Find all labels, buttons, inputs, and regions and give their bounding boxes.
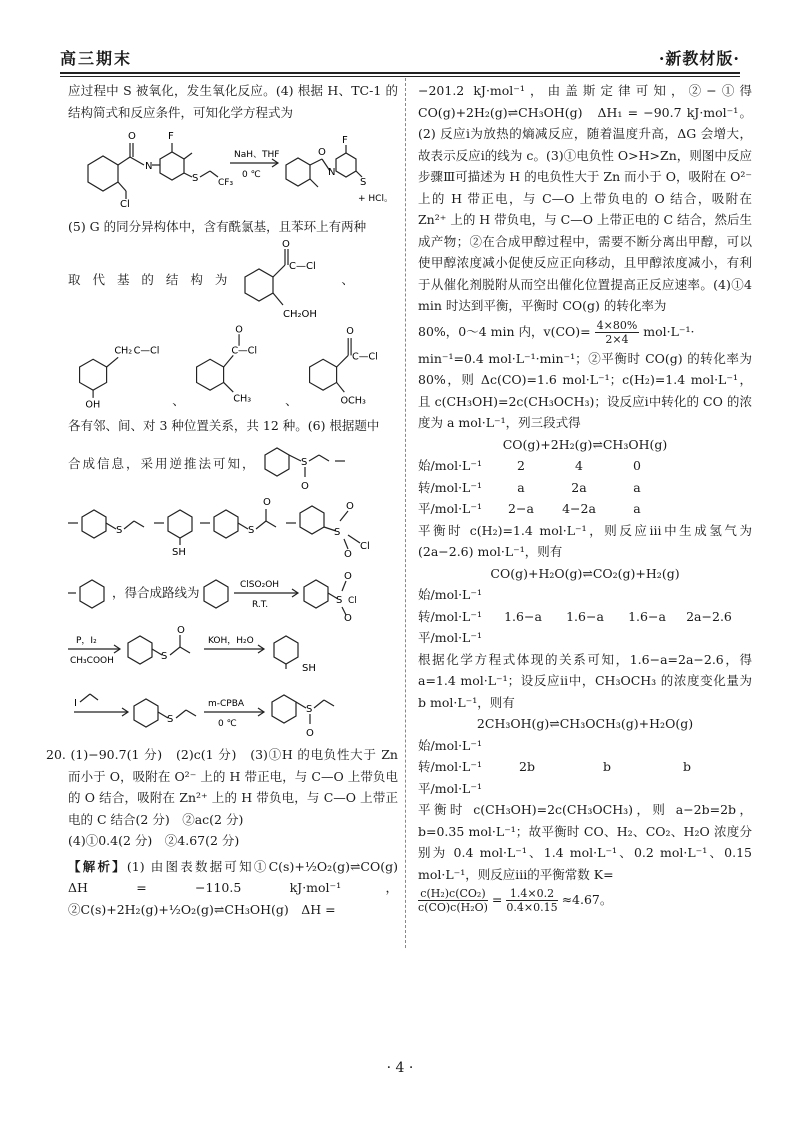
- mol-label: I: [74, 697, 77, 709]
- column-divider: [405, 78, 406, 948]
- bond: [342, 581, 346, 591]
- mol-label: m-CPBA: [208, 698, 245, 709]
- mol-label: O: [300, 480, 309, 491]
- right-para-3: min⁻¹=0.4 mol·L⁻¹·min⁻¹；②平衡时 CO(g) 的转化率为 80%，则 Δc(CO)=1.6 mol·L⁻¹；c(H₂)=1.4 mol·L⁻¹，且 c(CH₃OH)=2c(CH₃OCH₃)；设反应ⅰ中转化的 CO 的浓度为 a mol·L⁻¹，列三段式得: [418, 350, 752, 430]
- table-cell: 转/mol·L⁻¹: [418, 608, 482, 624]
- bond: [170, 647, 180, 655]
- equation-2: CO(g)+H₂O(g)⇌CO₂(g)+H₂(g): [490, 565, 680, 581]
- benzene-ring: [128, 636, 152, 664]
- bond: [118, 182, 126, 191]
- bond: [184, 153, 192, 159]
- mol-label: S: [167, 713, 174, 725]
- rate-fraction: [595, 319, 640, 346]
- mol-label: Cl: [360, 540, 370, 552]
- table-cell: 4−2a: [562, 501, 596, 516]
- table-row: [418, 606, 752, 628]
- analysis: [68, 856, 411, 921]
- bond: [223, 355, 233, 367]
- right-para-4: 平衡时 c(H₂)=1.4 mol·L⁻¹，则反应ⅲ中生成氢气为(2a−2.6) mol·L⁻¹，则有: [418, 522, 752, 559]
- mol-label: O: [282, 239, 291, 250]
- mol-label: S: [306, 703, 313, 715]
- benzene-ring: [286, 158, 310, 186]
- benzene-ring: [88, 156, 118, 191]
- bond: [238, 523, 248, 529]
- sep-1: 、: [172, 392, 185, 408]
- left-para-6c: ，得合成路线为: [112, 585, 200, 601]
- mol-label: CH₃: [233, 393, 251, 405]
- benzene-ring: [134, 699, 158, 727]
- left-para-5: (5) G 的同分异构体中，含有酰氯基，且苯环上有两种: [68, 218, 367, 234]
- route-step-3: [68, 680, 398, 738]
- table-cell: 2a: [571, 479, 587, 495]
- table-cell: 始/mol·L⁻¹: [418, 458, 482, 473]
- left-para-5b: 取 代 基 的 结 构 为: [68, 272, 232, 288]
- bond: [336, 355, 348, 367]
- mol-label: O: [318, 147, 326, 158]
- table-cell: 1.6−a: [566, 608, 604, 624]
- table-row: [418, 477, 752, 499]
- header-rule-thin: [60, 76, 740, 77]
- table-cell: b: [602, 759, 611, 774]
- mol-label: O: [343, 571, 352, 582]
- benzene-ring: [214, 510, 238, 538]
- table-cell: 转/mol·L⁻¹: [418, 479, 482, 495]
- bond: [256, 521, 266, 529]
- bond: [118, 157, 130, 165]
- bond: [124, 521, 134, 529]
- table-cell: 1.6−a: [504, 608, 542, 624]
- bond: [200, 171, 210, 177]
- rate-expr: 80%，0～4 min 内，v(CO)=: [418, 323, 591, 339]
- mol-label: Cl: [347, 596, 357, 606]
- table-row: [418, 756, 752, 778]
- mol-label: C—Cl: [351, 351, 378, 363]
- mol-label: O: [344, 548, 352, 559]
- bond: [184, 173, 192, 177]
- sep-text: 、: [341, 272, 354, 288]
- structure-row: [68, 323, 398, 411]
- bond: [223, 382, 233, 392]
- condition-bottom: 0 ℃: [242, 170, 261, 180]
- k-result: ≈4.67。: [561, 892, 613, 907]
- mol-label: S: [300, 456, 307, 468]
- mol-label: C—Cl: [133, 345, 160, 357]
- table-row: [418, 778, 752, 800]
- mol-label: CH₂OH: [283, 309, 318, 320]
- bond: [310, 159, 322, 165]
- reaction-tail: + HCl。: [358, 194, 393, 204]
- table-cell: 2a−2.6: [686, 608, 732, 624]
- mol-label: O: [345, 326, 354, 338]
- table-row: [418, 735, 752, 757]
- bond: [314, 700, 324, 708]
- mol-label: C—Cl: [231, 345, 257, 357]
- right-para-2: [418, 319, 752, 346]
- bond: [319, 455, 329, 461]
- mol-label: S: [192, 173, 199, 184]
- mol-label: S: [334, 526, 341, 538]
- k-fraction-2: $\frac{1.4\times 0.2}{0.4\times 0.15}$: [506, 887, 558, 914]
- benzene-ring: [304, 580, 328, 608]
- mol-label: CF₃: [218, 178, 234, 188]
- mol-label: ClSO₂OH: [239, 580, 279, 590]
- benzene-start: [68, 573, 112, 613]
- analysis-text: (1) 由图表数据可知①C(s)+½O₂(g)⇌CO(g) ΔH = −110.5 kJ·mol⁻¹，②C(s)+2H₂(g)+½O₂(g)⇌CH₃OH(g) ΔH =: [68, 858, 411, 917]
- mol-label: O: [234, 324, 243, 336]
- mol-label: SH: [172, 546, 186, 558]
- left-para-1: 应过程中 S 被氧化，发生氧化反应。(4) 根据 H、TC-1 的结构简式和反应条件，可知化学方程式为: [68, 83, 398, 120]
- mol-label: F: [168, 131, 174, 142]
- k-expression: $\frac{\text{c(H₂)c(CO₂)}}{\text{c(CO)c(H₂O)}}$ = $\frac{1.4\times 0.2}{0.4\times 0.15}$ ≈4.67。: [418, 887, 613, 914]
- bond: [186, 710, 196, 716]
- analysis-tag: 【解析】: [68, 858, 127, 874]
- mol-label: OH: [85, 399, 101, 411]
- mol-label: S: [161, 651, 168, 662]
- bond: [273, 293, 283, 305]
- mol-label: O: [346, 500, 354, 512]
- benzene-ring: [309, 359, 336, 390]
- bond: [130, 157, 144, 165]
- right-para-6: 平衡时 c(CH₃OH)=2c(CH₃OCH₃)，则 a−2b=2b，b=0.35 mol·L⁻¹；故平衡时 CO、H₂、CO₂、H₂O 浓度分别为 0.4 mol·L⁻¹、1.4 mol·L⁻¹、0.2 mol·L⁻¹、0.15 mol·L⁻¹，则反应ⅲ的平衡常数 K=: [418, 802, 752, 882]
- mol-label: N: [328, 167, 336, 178]
- benzene-ring: [272, 695, 296, 723]
- bond: [340, 511, 348, 521]
- bond: [273, 265, 285, 277]
- left-para-6b: 合成信息，采用逆推法可知，: [68, 455, 257, 471]
- header-left: 高三期末: [60, 49, 133, 68]
- benzene-ring: [274, 636, 298, 664]
- benzene-ring: [204, 580, 228, 608]
- right-column: [418, 80, 752, 914]
- mol-label: O: [306, 727, 314, 738]
- mol-label: C—Cl: [289, 261, 317, 272]
- rate-num: 4×80%: [596, 318, 638, 332]
- ice-table-3: [418, 735, 752, 800]
- mol-label: N: [145, 161, 153, 172]
- table-cell: a: [633, 501, 641, 516]
- mol-label: O: [263, 496, 271, 508]
- ice-table-1: [418, 455, 752, 520]
- right-para-1: −201.2 kJ·mol⁻¹，由盖斯定律可知，②−①得 CO(g)+2H₂(g)⇌CH₃OH(g) ΔH₁ = −90.7 kJ·mol⁻¹。(2) 反应ⅰ为放热的熵减反应，随着温度升高，ΔG 会增大，故表示反应ⅰ的线为 c。(3)①电负性 O>H>Zn，则图中反应步骤Ⅲ可描述为 H 的电负性大于 Zn 而小于 O，吸附在 O²⁻ 上的 H 带正电，与 C—O 上带负电的 O 结合，吸附在 Zn²⁺ 上的 H 带负电，与 C—O 上带正电的 C 结合，然后生成产物；②在合成甲醇过程中，需要不断分离出甲醇，可以使甲醇浓度减小促使反应正向移动，且甲醇浓度减小，有利于从催化剂脱附从而空出催化位置提高正反应速率。(4)①4 min 时达到平衡，平衡时 CO(g) 的转化率为: [418, 83, 752, 313]
- equation-3: 2CH₃OH(g)⇌CH₃OCH₃(g)+H₂O(g): [476, 716, 694, 731]
- table-cell: b: [682, 759, 691, 774]
- benzene-ring: [82, 510, 106, 538]
- mol-label: R.T.: [251, 600, 268, 610]
- reaction-h-to-tc1: [68, 125, 398, 207]
- table-cell: 始/mol·L⁻¹: [418, 587, 482, 602]
- benzene-ring: [245, 269, 273, 301]
- ice-table-2: [418, 584, 752, 649]
- benzene-ring: [80, 580, 104, 608]
- bond: [134, 521, 144, 527]
- table-cell: 0: [633, 458, 641, 473]
- mol-label: SH: [302, 663, 316, 673]
- benzene-ring: [80, 359, 107, 390]
- table-row: [418, 584, 752, 606]
- bond: [310, 179, 318, 187]
- header-right: ·新教材版·: [658, 49, 740, 68]
- table-cell: 1.6−a: [628, 608, 666, 624]
- mol-label: KOH，H₂O: [208, 636, 254, 646]
- mol-label: 0 ℃: [218, 718, 237, 729]
- mol-label: P，I₂: [76, 636, 97, 646]
- answer-20b: (4)①0.4(2 分) ②4.67(2 分): [68, 833, 240, 848]
- table-cell: 2b: [519, 759, 535, 774]
- table-row: [418, 455, 752, 477]
- table-cell: 4: [575, 458, 583, 473]
- benzene-ring: [196, 359, 223, 390]
- mol-label: O: [128, 131, 136, 142]
- table-cell: 始/mol·L⁻¹: [418, 737, 482, 753]
- bond: [348, 535, 360, 543]
- left-para-6: 各有邻、间、对 3 种位置关系，共 12 种。(6) 根据题中: [68, 418, 380, 433]
- route-line-1: [68, 565, 398, 621]
- bond: [289, 455, 301, 461]
- structure-4: [298, 323, 398, 411]
- table-cell: 平/mol·L⁻¹: [418, 501, 482, 516]
- mol-label: F: [342, 135, 348, 146]
- bond: [266, 521, 276, 527]
- right-para-5: 根据化学方程式体现的关系可知，1.6−a=2a−2.6，得 a=1.4 mol·L⁻¹；设反应ⅱ中，CH₃OCH₃ 的浓度变化量为 b mol·L⁻¹，则有: [418, 651, 752, 710]
- table-row: [418, 627, 752, 649]
- benzene-ring: [160, 152, 184, 180]
- table-cell: a: [517, 479, 525, 495]
- route-step-1: [200, 565, 360, 621]
- table-cell: 2: [517, 458, 525, 473]
- structure-2: [68, 323, 172, 411]
- route-step-2: [68, 621, 398, 673]
- left-column: [46, 80, 411, 920]
- mol-label: S: [335, 595, 342, 606]
- table-cell: 平/mol·L⁻¹: [418, 780, 482, 796]
- bond: [324, 700, 334, 706]
- equation-1: CO(g)+2H₂(g)⇌CH₃OH(g): [502, 436, 668, 452]
- rate-unit: mol·L⁻¹·: [643, 323, 695, 339]
- header-rule: [60, 72, 740, 74]
- bond: [344, 539, 348, 549]
- mol-label: Cl: [120, 199, 130, 207]
- retro-line: [68, 437, 398, 491]
- bond: [296, 702, 306, 708]
- table-cell: a: [633, 479, 641, 495]
- benzene-ring: [336, 153, 356, 177]
- mol-label: CH₂: [114, 345, 133, 357]
- mol-label: S: [116, 524, 123, 536]
- acyl-chloride-line: [68, 237, 398, 323]
- bond: [90, 694, 98, 700]
- mol-label: O: [177, 625, 185, 636]
- bond: [336, 382, 344, 392]
- k-fraction-1: $\frac{\text{c(H₂)c(CO₂)}}{\text{c(CO)c(H₂O)}}$: [418, 887, 488, 914]
- answer-20: 20. (1)−90.7(1 分) (2)c(1 分) (3)①H 的电负性大于 Zn 而小于 O，吸附在 O²⁻ 上的 H 带正电，与 C—O 上带负电的 O 结合，吸附在 Zn²⁺ 上的 H 带负电，与 C—O 上带正电的 C 结合(2 分) ②ac(2 分): [46, 747, 398, 827]
- bond: [106, 523, 116, 529]
- bond: [309, 455, 319, 461]
- mol-label: O: [343, 613, 352, 621]
- table-cell: 转/mol·L⁻¹: [418, 759, 482, 774]
- sep-2: 、: [285, 392, 298, 408]
- condition-top: NaH、THF: [234, 150, 280, 160]
- benzene-ring: [300, 506, 324, 534]
- mol-label: S: [360, 177, 367, 188]
- rate-den: 2×4: [605, 332, 629, 346]
- table-row: [418, 498, 752, 520]
- mol-label: OCH₃: [340, 395, 366, 407]
- table-cell: 2−a: [508, 501, 534, 516]
- bond: [210, 171, 218, 177]
- structure-1: [231, 237, 341, 323]
- table-cell: 平/mol·L⁻¹: [418, 630, 482, 645]
- benzene-ring: [265, 448, 289, 476]
- target-sulfoxide: [257, 437, 347, 491]
- page-number: · 4 ·: [386, 1060, 414, 1076]
- mol-label: S: [248, 524, 255, 536]
- structure-3: [185, 323, 285, 411]
- retro-chain: [68, 491, 398, 559]
- mol-label: CH₃COOH: [70, 656, 114, 666]
- benzene-ring: [168, 510, 192, 538]
- bond: [107, 357, 119, 367]
- bond: [180, 647, 190, 653]
- bond: [80, 694, 90, 702]
- bond: [176, 710, 186, 718]
